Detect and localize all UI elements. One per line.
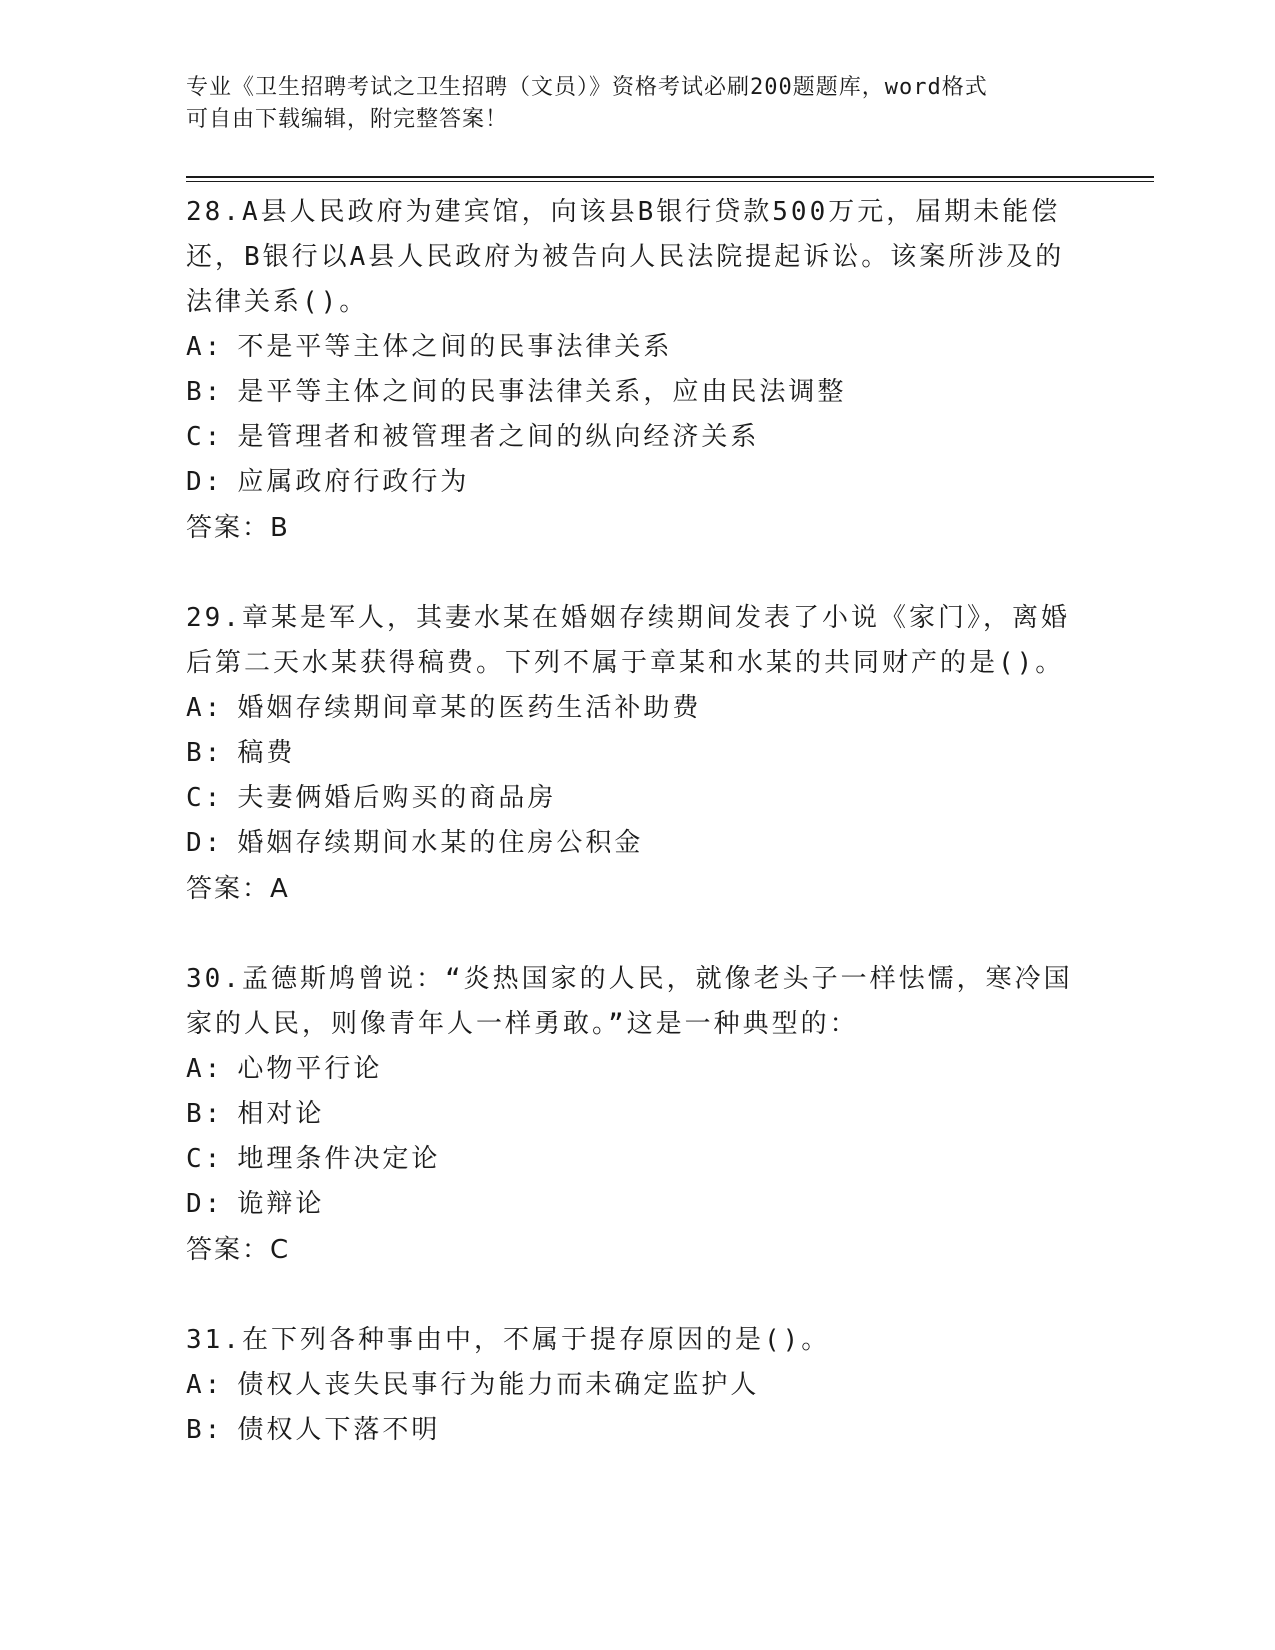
option-letter: B	[186, 1099, 205, 1129]
option-separator: :	[204, 1054, 224, 1084]
option-text: 是管理者和被管理者之间的纵向经济关系	[237, 422, 760, 452]
option-text: 婚姻存续期间章某的医药生活补助费	[237, 693, 702, 723]
option-text: 应属政府行政行为	[237, 467, 470, 497]
option-separator: :	[204, 377, 224, 407]
question-stem-line: 还，B银行以A县人民政府为被告向人民法院提起诉讼。该案所涉及的	[186, 242, 1065, 272]
question-28	[186, 190, 1086, 551]
option-b	[186, 1408, 1086, 1453]
question-stem-line: 30.孟德斯鸠曾说：“炎热国家的人民，就像老头子一样怯懦，寒冷国	[186, 964, 1073, 994]
option-b	[186, 370, 1086, 415]
question-stem-line: 28.A县人民政府为建宾馆，向该县B银行贷款500万元，届期未能偿	[186, 197, 1061, 227]
option-letter: A	[186, 693, 205, 723]
question-stem-line: 29.章某是军人，其妻水某在婚姻存续期间发表了小说《家门》，离婚	[186, 603, 1070, 633]
option-c	[186, 776, 1086, 821]
option-separator: :	[204, 467, 224, 497]
answer-label: 答案：C	[186, 1235, 291, 1265]
option-b	[186, 731, 1086, 776]
question-stem-line: 法律关系()。	[186, 287, 369, 317]
question-30	[186, 957, 1086, 1273]
option-letter: D	[186, 828, 205, 858]
option-separator: :	[204, 332, 224, 362]
question-stem-line: 家的人民，则像青年人一样勇敢。”这是一种典型的：	[186, 1009, 859, 1039]
option-separator: :	[204, 1415, 224, 1445]
option-letter: C	[186, 783, 205, 813]
option-separator: :	[204, 1189, 224, 1219]
option-separator: :	[204, 1099, 224, 1129]
option-text: 不是平等主体之间的民事法律关系	[237, 332, 673, 362]
option-separator: :	[204, 783, 224, 813]
answer-label: 答案：A	[186, 874, 290, 904]
header-line-1: 专业《卫生招聘考试之卫生招聘（文员）》资格考试必刷200题题库，word格式	[186, 75, 988, 100]
option-b	[186, 1092, 1086, 1137]
option-text: 婚姻存续期间水某的住房公积金	[237, 828, 644, 858]
option-separator: :	[204, 422, 224, 452]
option-text: 夫妻俩婚后购买的商品房	[237, 783, 557, 813]
option-d	[186, 821, 1086, 866]
option-letter: A	[186, 332, 205, 362]
option-letter: D	[186, 467, 205, 497]
option-text: 债权人下落不明	[237, 1415, 441, 1445]
document-header	[186, 72, 1066, 136]
option-a	[186, 686, 1086, 731]
option-letter: A	[186, 1054, 205, 1084]
option-letter: B	[186, 738, 205, 768]
option-text: 诡辩论	[237, 1189, 325, 1219]
option-text: 相对论	[237, 1099, 325, 1129]
option-text: 地理条件决定论	[237, 1144, 441, 1174]
option-letter: A	[186, 1370, 205, 1400]
option-text: 心物平行论	[237, 1054, 383, 1084]
option-separator: :	[204, 828, 224, 858]
option-c	[186, 1137, 1086, 1182]
option-text: 稿费	[237, 738, 296, 768]
option-a	[186, 325, 1086, 370]
option-a	[186, 1363, 1086, 1408]
option-text: 是平等主体之间的民事法律关系，应由民法调整	[237, 377, 847, 407]
option-d	[186, 1182, 1086, 1227]
option-d	[186, 460, 1086, 505]
option-separator: :	[204, 1370, 224, 1400]
header-line-2: 可自由下载编辑，附完整答案！	[186, 107, 509, 132]
option-letter: B	[186, 377, 205, 407]
option-letter: B	[186, 1415, 205, 1445]
option-letter: D	[186, 1189, 205, 1219]
question-29	[186, 596, 1086, 912]
header-divider	[186, 176, 1154, 182]
option-letter: C	[186, 1144, 205, 1174]
option-separator: :	[204, 1144, 224, 1174]
option-a	[186, 1047, 1086, 1092]
option-separator: :	[204, 693, 224, 723]
question-stem-line: 31.在下列各种事由中，不属于提存原因的是()。	[186, 1325, 831, 1355]
option-letter: C	[186, 422, 205, 452]
option-text: 债权人丧失民事行为能力而未确定监护人	[237, 1370, 760, 1400]
question-31	[186, 1318, 1086, 1453]
question-stem-line: 后第二天水某获得稿费。下列不属于章某和水某的共同财产的是()。	[186, 648, 1065, 678]
question-list	[186, 190, 1086, 1498]
answer-label: 答案：B	[186, 513, 290, 543]
option-separator: :	[204, 738, 224, 768]
option-c	[186, 415, 1086, 460]
